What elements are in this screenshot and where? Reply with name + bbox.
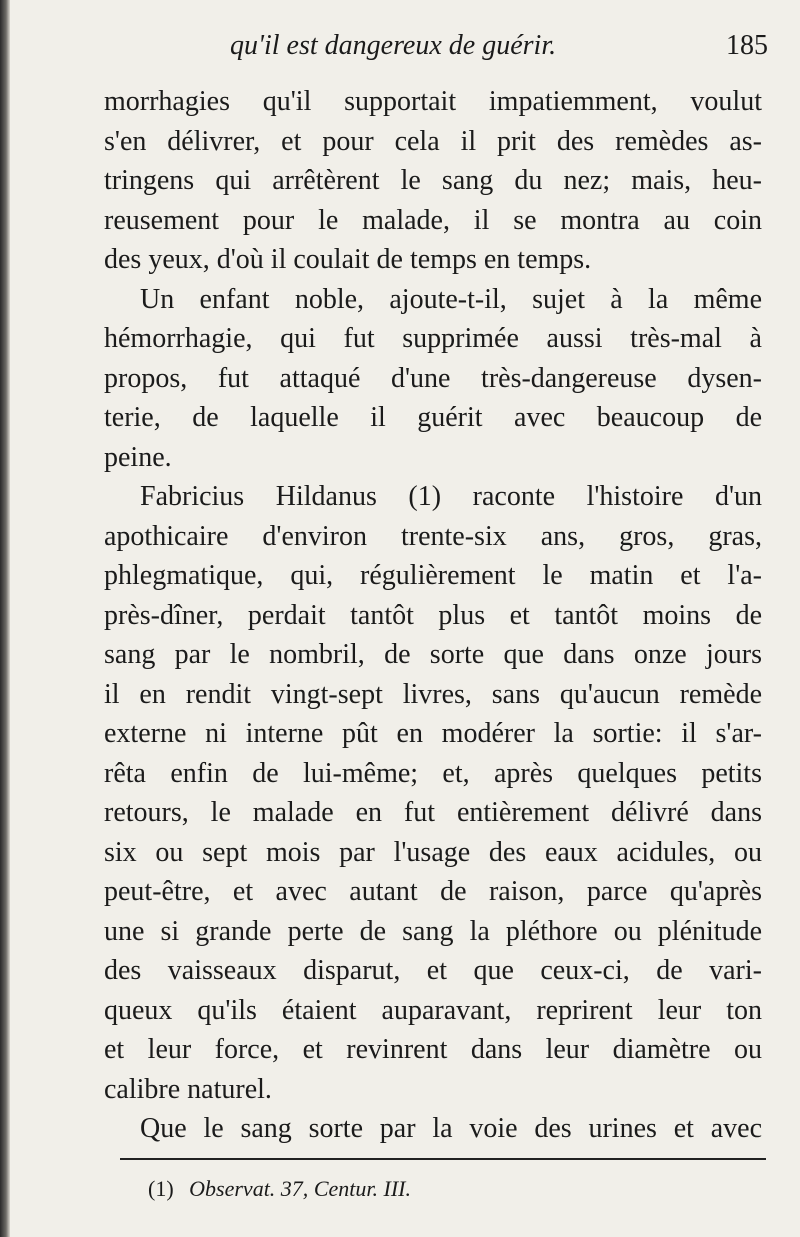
text-line: morrhagies qu'il supportait impatiemment, voulut: [104, 86, 762, 117]
text-line: terie, de laquelle il guérit avec beaucoup de: [104, 402, 762, 433]
text-line: Un enfant noble, ajoute-t-il, sujet à la même: [140, 283, 762, 315]
text-line: une si grande perte de sang la pléthore ou plénitude: [104, 915, 762, 947]
text-line: sang par le nombril, de sorte que dans onze jours: [104, 639, 762, 670]
page-edge-shadow: [0, 0, 10, 1237]
text-line: retours, le malade en fut entièrement délivré dans: [104, 797, 762, 828]
text-line: Que le sang sorte par la voie des urines et avec: [140, 1113, 762, 1144]
text-line: des vaisseaux disparut, et que ceux-ci, de vari-: [104, 955, 762, 986]
text-line: des yeux, d'où il coulait de temps en temps.: [104, 244, 592, 275]
text-line: six ou sept mois par l'usage des eaux acidules, ou: [104, 836, 762, 868]
text-line: près-dîner, perdait tantôt plus et tantôt moins de: [104, 599, 762, 631]
footnote-source: Observat. 37,: [189, 1176, 309, 1201]
page-number: 185: [726, 30, 768, 61]
text-line: Fabricius Hildanus (1) raconte l'histoire d'un: [140, 481, 762, 512]
text-line: hémorrhagie, qui fut supprimée aussi très-mal à: [104, 323, 762, 354]
text-line: phlegmatique, qui, régulièrement le matin et l'a-: [104, 560, 762, 591]
text-line: calibre naturel.: [104, 1073, 272, 1105]
footnote-volume: Centur. III.: [313, 1176, 411, 1201]
footnote-marker: (1): [148, 1176, 174, 1201]
footnote-rule: [120, 1158, 766, 1160]
running-title: qu'il est dangereux de guérir.: [230, 30, 557, 61]
text-line: reusement pour le malade, il se montra au coin: [104, 204, 762, 236]
text-line: s'en délivrer, et pour cela il prit des remèdes as-: [104, 125, 762, 157]
text-line: peut-être, et avec autant de raison, parce qu'après: [104, 876, 762, 907]
text-line: propos, fut attaqué d'une très-dangereuse dysen-: [104, 362, 762, 394]
text-line: et leur force, et revinrent dans leur diamètre ou: [104, 1034, 762, 1065]
text-line: rêta enfin de lui-même; et, après quelques petits: [104, 757, 762, 789]
text-line: apothicaire d'environ trente-six ans, gros, gras,: [104, 520, 762, 552]
body-text: [104, 82, 762, 1149]
text-line: externe ni interne pût en modérer la sortie: il s'ar-: [104, 718, 762, 749]
footnote: [148, 1176, 411, 1202]
page-header: [230, 30, 768, 70]
text-line: peine.: [104, 441, 172, 473]
text-line: tringens qui arrêtèrent le sang du nez; mais, heu-: [104, 165, 762, 196]
text-line: il en rendit vingt-sept livres, sans qu'aucun remède: [104, 678, 762, 710]
text-line: queux qu'ils étaient auparavant, reprirent leur ton: [104, 994, 762, 1026]
